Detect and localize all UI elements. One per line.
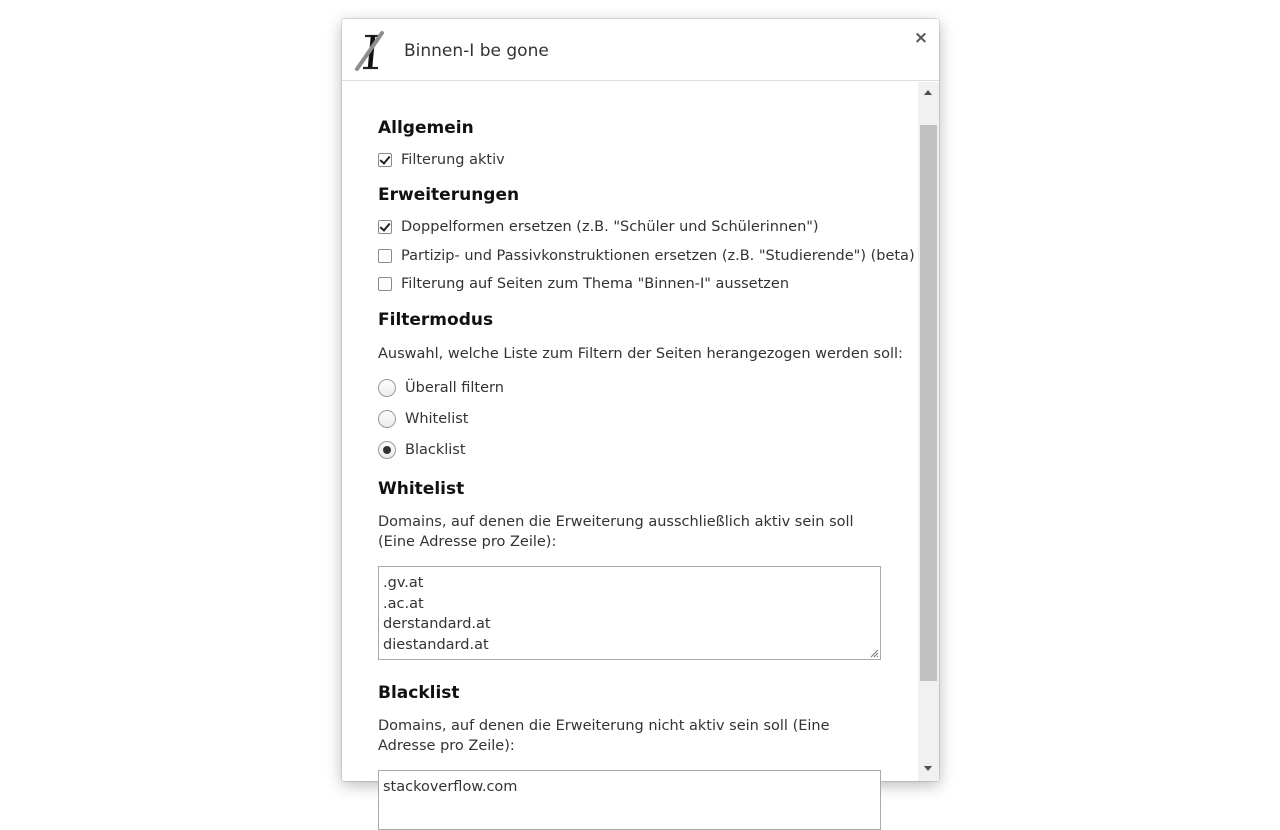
scroll-down-arrow-icon[interactable] (918, 760, 939, 777)
options-content (342, 82, 917, 795)
filter-active-checkbox[interactable] (378, 153, 392, 167)
whitelist-entry: derstandard.at (383, 616, 491, 632)
filtermode-option-blacklist[interactable] (378, 440, 466, 460)
partizip-checkbox[interactable] (378, 249, 392, 263)
filter-active-option[interactable] (378, 150, 505, 170)
binnen-i-pages-label: Filterung auf Seiten zum Thema "Binnen-I" aussetzen (401, 276, 790, 292)
blacklist-entry: stackoverflow.com (383, 779, 518, 795)
whitelist-entry: .ac.at (383, 595, 424, 612)
extension-option-binnen-i-pages[interactable] (378, 274, 789, 294)
title-bar (342, 19, 939, 81)
options-dialog (342, 19, 939, 795)
filter-everywhere-radio[interactable] (378, 379, 396, 397)
extensions-heading: Erweiterungen (378, 185, 520, 205)
whitelist-textarea[interactable] (378, 566, 881, 660)
general-heading: Allgemein (378, 118, 474, 138)
filtermode-heading: Filtermodus (378, 310, 494, 330)
filtermode-option-everywhere[interactable] (378, 378, 504, 398)
partizip-label: Partizip- und Passivkonstruktionen ersetzen (z.B. "Studierende") (beta) (401, 248, 915, 264)
blacklist-description: Domains, auf denen die Erweiterung nicht aktiv sein soll (Eine Adresse pro Zeile): (378, 718, 830, 754)
blacklist-textarea[interactable] (378, 770, 881, 830)
extension-option-partizip[interactable] (378, 246, 915, 266)
whitelist-heading: Whitelist (378, 479, 465, 499)
filtermode-option-whitelist[interactable] (378, 409, 468, 429)
whitelist-description: Domains, auf denen die Erweiterung ausschließlich aktiv sein soll (Eine Adresse pro Zeile): (378, 514, 854, 550)
filtermode-description: Auswahl, welche Liste zum Filtern der Seiten herangezogen werden soll: (378, 346, 903, 362)
extension-option-doppelformen[interactable] (378, 217, 819, 237)
whitelist-radio-label: Whitelist (405, 411, 469, 427)
whitelist-entry: diestandard.at (383, 636, 489, 653)
window-title: Binnen-I be gone (404, 41, 549, 61)
binnen-i-logo-icon (352, 29, 396, 73)
blacklist-radio-label: Blacklist (405, 442, 466, 458)
scroll-up-arrow-icon[interactable] (918, 84, 939, 101)
close-button[interactable]: × (913, 28, 929, 48)
blacklist-heading: Blacklist (378, 683, 460, 703)
whitelist-entry: .gv.at (383, 575, 424, 591)
binnen-i-pages-checkbox[interactable] (378, 277, 392, 291)
blacklist-radio[interactable] (378, 441, 396, 459)
doppelformen-label: Doppelformen ersetzen (z.B. "Schüler und Schülerinnen") (401, 219, 819, 235)
resize-grip-icon[interactable] (869, 648, 879, 658)
scroll-thumb[interactable] (920, 125, 937, 681)
doppelformen-checkbox[interactable] (378, 220, 392, 234)
filter-everywhere-label: Überall filtern (405, 380, 504, 396)
scrollbar[interactable] (918, 82, 939, 781)
filter-active-label: Filterung aktiv (401, 152, 505, 168)
whitelist-radio[interactable] (378, 410, 396, 428)
